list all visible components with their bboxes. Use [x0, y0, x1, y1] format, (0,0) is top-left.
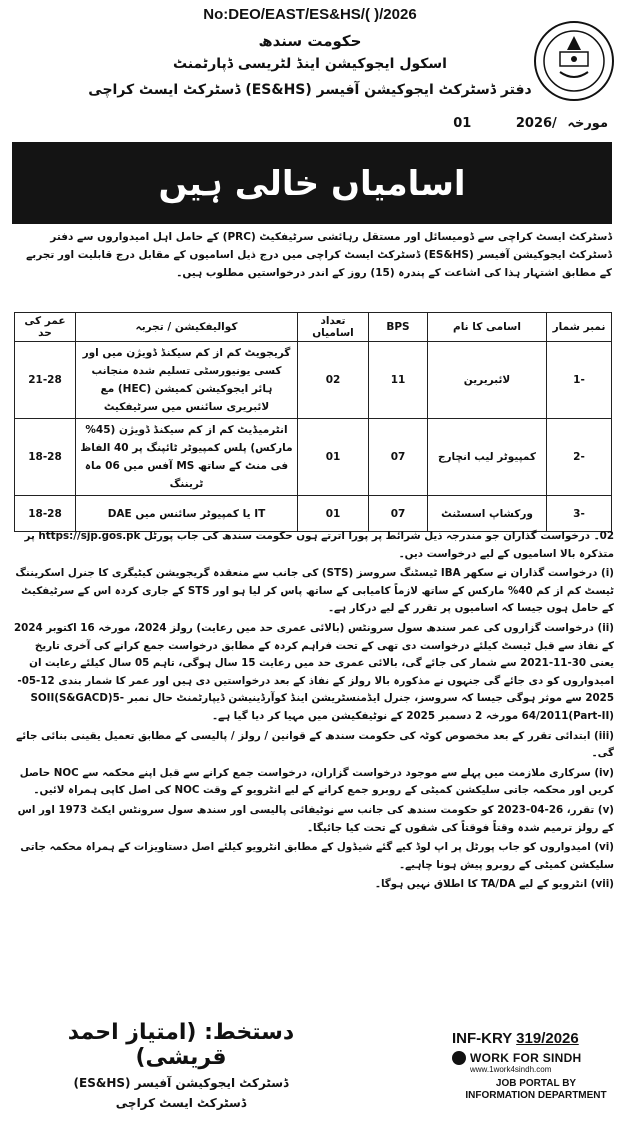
signature-name: دستخط: (امتیاز احمد قریشی)	[67, 1020, 295, 1070]
row-post: ورکشاپ اسسٹنٹ	[428, 496, 547, 532]
government-title: حکومت سندھ	[258, 32, 362, 50]
work-for-sindh-text: WORK FOR SINDH	[470, 1051, 582, 1065]
header-bps: BPS	[369, 313, 428, 342]
row-serial: -1	[547, 342, 612, 419]
date-value: 2026/	[515, 116, 557, 131]
vacancy-table	[14, 312, 612, 532]
date-line	[380, 116, 608, 138]
inf-code	[452, 1030, 620, 1047]
row-count: 01	[298, 496, 369, 532]
job-portal-credit	[452, 1078, 620, 1102]
table-row	[15, 342, 612, 419]
signature-designation: ڈسٹرکٹ ایجوکیشن آفیسر (ES&HS)	[73, 1076, 289, 1090]
row-post: کمپیوٹر لیب انچارج	[428, 419, 547, 496]
row-bps: 07	[369, 419, 428, 496]
term-paragraph: (v) تقرر، 26-04-2023 کو حکومت سندھ کی جانب سے نوٹیفائی پالیسی اور سندھ سول سرونٹس ایکٹ 1973 اور اس کے رولز ترمیم شدہ وقتاً فوقتاً کی شقوں کے تحت کیا جائیگا۔	[17, 803, 614, 834]
date-label: مورخہ	[567, 116, 608, 131]
header-count: تعداد اسامیاں	[298, 313, 369, 342]
portal-website: www.1work4sindh.com	[470, 1065, 552, 1074]
row-qualification: انٹرمیڈیٹ کم از کم سیکنڈ ڈویژن (45% مارکس) پلس کمپیوٹر ٹائپنگ پر 40 الفاظ فی منٹ کے ساتھ MS آفس میں 06 ماہ ٹریننگ	[76, 419, 298, 496]
term-paragraph: (iv) سرکاری ملازمت میں پہلے سے موجود درخواست گزاران، درخواست جمع کرانے سے قبل اپنے محکمہ سے NOC حاصل کریں اور محکمہ جاتی سلیکشن کمیٹی کے روبرو جمع کرانے کے لیے انٹرویو کے وقت NOC کی اصل کاپی ہمراہ لائیں۔	[19, 766, 614, 797]
table-header-row	[15, 313, 612, 342]
job-portal-line2: INFORMATION DEPARTMENT	[465, 1090, 607, 1101]
term-paragraph: (vii) انٹرویو کے لیے TA/DA کا اطلاق نہیں ہوگا۔	[374, 878, 614, 891]
term-paragraph: 02۔ درخواست گذاران جو مندرجہ ذیل شرائط پر پورا اترتے ہوں حکومت سندھ کی جاب پورٹل https://sjp.gos.pk پر متذکرہ بالا اسامیوں کے لیے درخواست دیں۔	[24, 530, 614, 560]
row-age: 18-28	[15, 496, 76, 532]
vacancies-banner	[12, 142, 612, 224]
term-paragraph: (i) درخواست گذاران نے سکھر IBA ٹیسٹنگ سروسز (STS) کی جانب سے منعقدہ گریجویشن کیٹیگری کا جنرل اسکریننگ ٹیسٹ کم از کم 40% مارکس کے ساتھ لازماً کامیابی کے ساتھ پاس کر لیا ہو اور STS کے جاری کردہ اس کے سرٹیفکیٹ کے حامل ہوں جیسا کہ اسامیوں پر تقرر کے لیے درکار ہے۔	[15, 567, 614, 615]
row-age: 18-28	[15, 419, 76, 496]
row-serial: -3	[547, 496, 612, 532]
term-paragraph: (iii) ابتدائی تقرر کے بعد مخصوص کوٹہ کی حکومت سندھ کے قوانین / رولز / پالیسی کے مطابق تعمیل یقینی بنائی جائے گی۔	[16, 729, 614, 760]
table-row	[15, 419, 612, 496]
job-portal-line1: JOB PORTAL BY	[495, 1078, 577, 1089]
row-post: لائبریرین	[428, 342, 547, 419]
header-age: عمر کی حد	[15, 313, 76, 342]
table-row	[15, 496, 612, 532]
info-footer	[452, 1030, 620, 1102]
work-for-sindh-icon	[452, 1051, 466, 1065]
signature-block	[36, 1020, 326, 1110]
term-paragraph: (vi) امیدواروں کو جاب پورٹل پر اپ لوڈ کیے گئے شیڈول کے مطابق انٹرویو کیلئے اصل دستاویزات کے ہمراہ محکمہ جاتی سلیکشن کمیٹی کے روبرو پیش ہونا چاہیے۔	[20, 841, 614, 871]
row-bps: 11	[369, 342, 428, 419]
header-serial: نمبر شمار	[547, 313, 612, 342]
office-title: دفتر ڈسٹرکٹ ایجوکیشن آفیسر (ES&HS) ڈسٹرکٹ ایسٹ کراچی	[88, 82, 532, 98]
date-day: 01	[453, 116, 472, 131]
row-serial: -2	[547, 419, 612, 496]
term-paragraph: (ii) درخواست گزاروں کی عمر سندھ سول سرونٹس (بالائی عمری حد میں رعایت) رولز 2024، مورخہ 16 اکتوبر 2024 کے نفاذ سے قبل ٹیسٹ کیلئے درخواست دی تھی کے تحت فراہم کردہ کے مطابق درخواست جمع کرانے کی آخری تاریخ یعنی 30-11-2021 سے شمار کی جائے گی، بالائی عمری حد میں رعایت 15 سال ہوگی، تاہم 05 سال کیلئے رعایت ان امیدواروں کو دی جائے گی جنہوں نے مذکورہ بالا رولز کے نفاذ کے بعد درخواستیں دی ہیں اور عمر کا شمار بندی 12-05-2025 سے موثر ہوگی جیسا کہ سروسز، جنرل ایڈمنسٹریشن اینڈ کوآرڈینیشن ڈیپارٹمنٹ حال نمبر SOII(S&GACD)5-64/2011(Part-II) مورخہ 2 دسمبر 2025 کے نوٹیفکیشن میں مہیا کر دیا گیا ہے۔	[13, 621, 614, 722]
terms-section	[14, 528, 614, 896]
row-qualification: گریجویٹ کم از کم سیکنڈ ڈویژن میں اور کسی یونیورسٹی تسلیم شدہ منجانب ہائر ایجوکیشن کمیشن (HEC) مع لائبریری سائنس میں سرٹیفکیٹ	[76, 342, 298, 419]
inf-code-prefix: INF-KRY	[452, 1030, 512, 1047]
row-qualification: IT یا کمپیوٹر سائنس میں DAE	[76, 496, 298, 532]
sindh-government-seal-icon	[533, 20, 615, 102]
inf-code-number: 319/2026	[516, 1030, 579, 1047]
signature-district: ڈسٹرکٹ ایسٹ کراچی	[115, 1096, 247, 1110]
department-title: اسکول ایجوکیشن اینڈ لٹریسی ڈپارٹمنٹ	[173, 56, 447, 72]
reference-number: No:DEO/EAST/ES&HS/( )/2026	[203, 6, 417, 23]
header-post: اسامی کا نام	[428, 313, 547, 342]
work-for-sindh-logo	[452, 1051, 620, 1065]
banner-title: اسامیاں خالی ہیں	[158, 163, 466, 204]
row-age: 21-28	[15, 342, 76, 419]
row-bps: 07	[369, 496, 428, 532]
row-count: 02	[298, 342, 369, 419]
header-qualification: کوالیفکیشن / تجربہ	[76, 313, 298, 342]
row-count: 01	[298, 419, 369, 496]
intro-paragraph: ڈسٹرکٹ ایسٹ کراچی سے ڈومیسائل اور مستقل رہائشی سرٹیفکیٹ (PRC) کے حامل اہل امیدواروں سے دفتر ڈسٹرکٹ ایجوکیشن آفیسر (ES&HS) ڈسٹرکٹ ایسٹ کراچی میں درج ذیل اسامیوں کے مقابل درج قابلیت اور تجربے کے مطابق اشتہار ہذا کی اشاعت کے پندرہ (15) روز کے اندر درخواستیں مطلوب ہیں۔	[26, 231, 612, 279]
